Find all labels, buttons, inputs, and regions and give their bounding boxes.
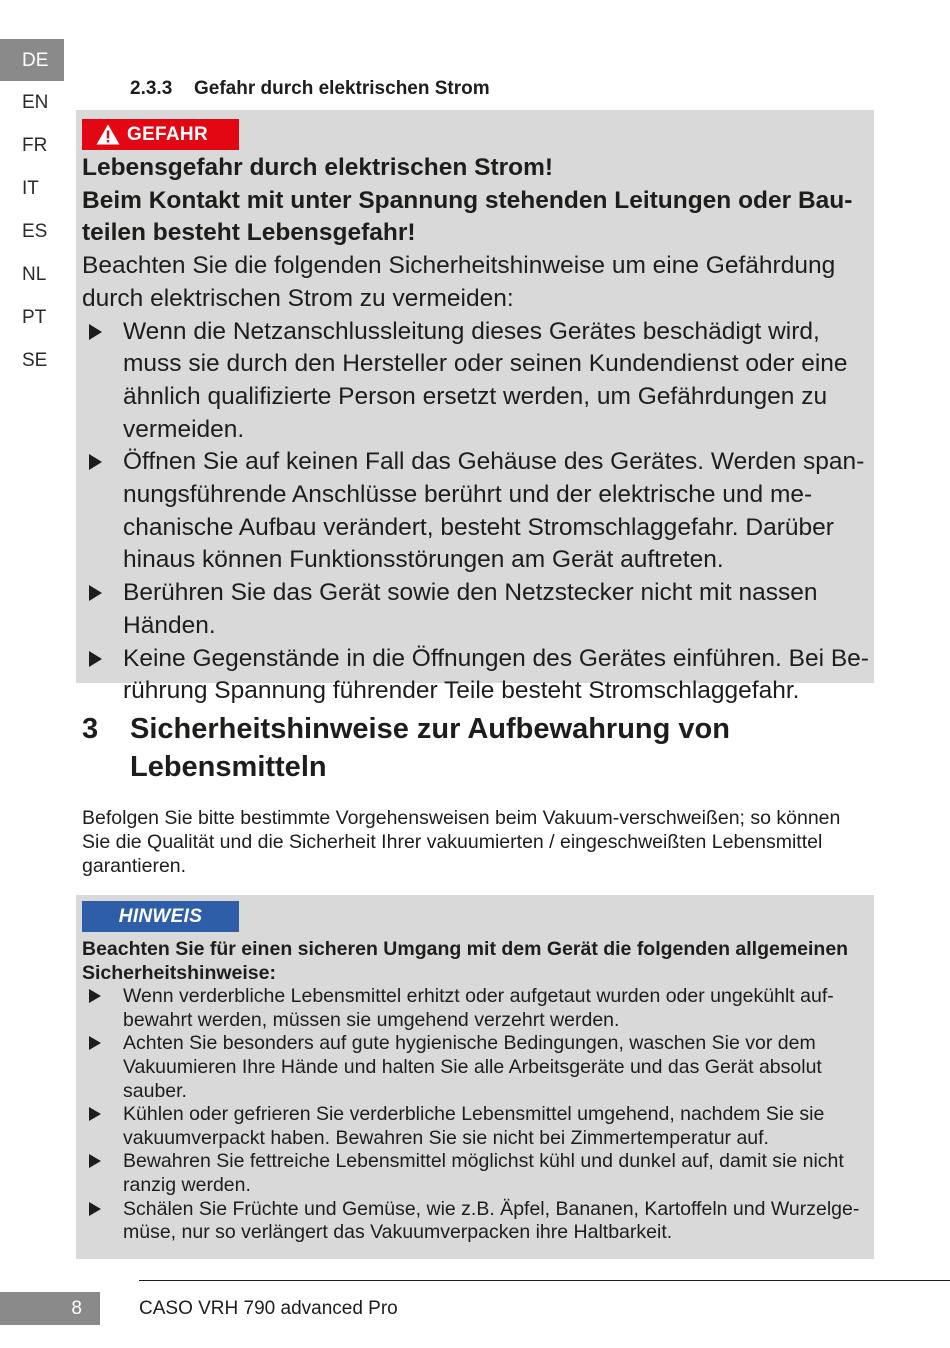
subsection-heading: [130, 78, 490, 100]
danger-label-text: GEFAHR: [127, 124, 208, 145]
list-item: [82, 316, 872, 447]
section-intro: Befolgen Sie bitte bestimmte Vorgehensweisen beim Vakuum-verschweißen; so können Sie die Qualität und die Sicherheit Ihrer vakuumierten / eingeschweißten Lebensmittel garantieren.: [82, 807, 841, 877]
lang-tab-pt[interactable]: PT: [22, 307, 47, 328]
bullet-arrow-icon: [89, 989, 101, 1003]
note-headline: Beachten Sie für einen sicheren Umgang mit dem Gerät die folgenden allgemeinen Sicherheitshinweise:: [82, 938, 849, 984]
danger-headline: Lebensgefahr durch elektrischen Strom!: [82, 154, 554, 181]
bullet-arrow-icon: [89, 1154, 101, 1168]
list-item: [82, 577, 872, 642]
section-title: Sicherheitshinweise zur Aufbewahrung von Lebensmitteln: [130, 713, 730, 783]
bullet-arrow-icon: [89, 1202, 101, 1216]
list-item: [82, 985, 872, 1032]
danger-intro: Beachten Sie die folgenden Sicherheitshinweise um eine Gefährdung durch elektrischen Strom zu vermeiden:: [82, 252, 836, 312]
danger-list: [82, 316, 872, 708]
note-list: [82, 985, 872, 1245]
note-label: HINWEIS: [82, 901, 239, 932]
list-item-text: Schälen Sie Früchte und Gemüse, wie z.B. Äpfel, Bananen, Kartoffeln und Wurzelgemüse, nur so verlängert das Vakuumverpacken ihre Haltbarkeit.: [123, 1197, 860, 1244]
note-content: [82, 938, 872, 1245]
footer-divider: [139, 1280, 950, 1281]
language-nav: [0, 39, 64, 382]
list-item-text: Keine Gegenstände in die Öffnungen des Gerätes einführen. Bei Berührung Spannung führender Teile besteht Stromschlaggefahr.: [123, 644, 869, 705]
list-item-text: Wenn die Netzanschlussleitung dieses Gerätes beschädigt wird, muss sie durch den Hersteller oder seinen Kundendienst oder eine ähnlich qualifizierte Person ersetzt werden, um Gefährdungen zu vermeiden.: [123, 317, 848, 443]
list-item: [82, 1150, 872, 1197]
bullet-arrow-icon: [89, 585, 102, 601]
danger-content: [82, 152, 872, 708]
lang-tab-es[interactable]: ES: [22, 221, 48, 242]
lang-tab-en[interactable]: EN: [22, 92, 49, 113]
bullet-arrow-icon: [89, 1036, 101, 1050]
list-item: [82, 643, 872, 708]
danger-subheadline: Beim Kontakt mit unter Spannung stehenden Leitungen oder Bauteilen besteht Lebensgefahr!: [82, 186, 853, 247]
bullet-arrow-icon: [89, 651, 102, 667]
list-item-text: Achten Sie besonders auf gute hygienische Bedingungen, waschen Sie vor dem Vakuumieren Ihre Hände und halten Sie alle Arbeitsgeräte und das Gerät absolut sauber.: [123, 1032, 822, 1102]
list-item: [82, 1032, 872, 1103]
section-heading: [82, 710, 842, 786]
note-box: [76, 895, 874, 1259]
subsection-number: 2.3.3: [130, 78, 173, 99]
lang-tab-nl[interactable]: NL: [22, 264, 47, 285]
list-item-text: Berühren Sie das Gerät sowie den Netzstecker nicht mit nassen Händen.: [123, 579, 818, 639]
lang-tab-it[interactable]: IT: [22, 178, 39, 199]
lang-tab-se[interactable]: SE: [22, 350, 48, 371]
page-number: 8: [0, 1292, 100, 1325]
bullet-arrow-icon: [89, 454, 102, 470]
subsection-title: Gefahr durch elektrischen Strom: [194, 78, 490, 99]
list-item: [82, 446, 872, 577]
danger-box: [76, 110, 874, 705]
list-item-text: Kühlen oder gefrieren Sie verderbliche Lebensmittel umgehend, nachdem Sie sie vakuumverpackt haben. Bewahren Sie sie nicht bei Zimmertemperatur auf.: [123, 1103, 825, 1149]
list-item: [82, 1198, 872, 1245]
bullet-arrow-icon: [89, 1107, 101, 1121]
lang-tab-fr[interactable]: FR: [22, 135, 48, 156]
list-item: [82, 1103, 872, 1150]
warning-triangle-icon: [96, 124, 120, 145]
danger-label: [82, 119, 239, 150]
list-item-text: Öffnen Sie auf keinen Fall das Gehäuse des Gerätes. Werden spannungsführende Anschlüsse berührt und der elektrische und mechanische Aufbau verändert, besteht Stromschlaggefahr. Darüber hinaus können Funktionsstörungen am Gerät auftreten.: [123, 448, 865, 574]
bullet-arrow-icon: [89, 324, 102, 340]
section-number: 3: [82, 713, 99, 745]
list-item-text: Wenn verderbliche Lebensmittel erhitzt oder aufgetaut wurden oder ungekühlt aufbewahrt werden, müssen sie umgehend verzehrt werden.: [123, 985, 834, 1031]
list-item-text: Bewahren Sie fettreiche Lebensmittel möglichst kühl und dunkel auf, damit sie nicht ranzig werden.: [123, 1150, 844, 1196]
lang-tab-de[interactable]: DE: [0, 39, 64, 81]
footer-product-name: CASO VRH 790 advanced Pro: [139, 1298, 398, 1319]
